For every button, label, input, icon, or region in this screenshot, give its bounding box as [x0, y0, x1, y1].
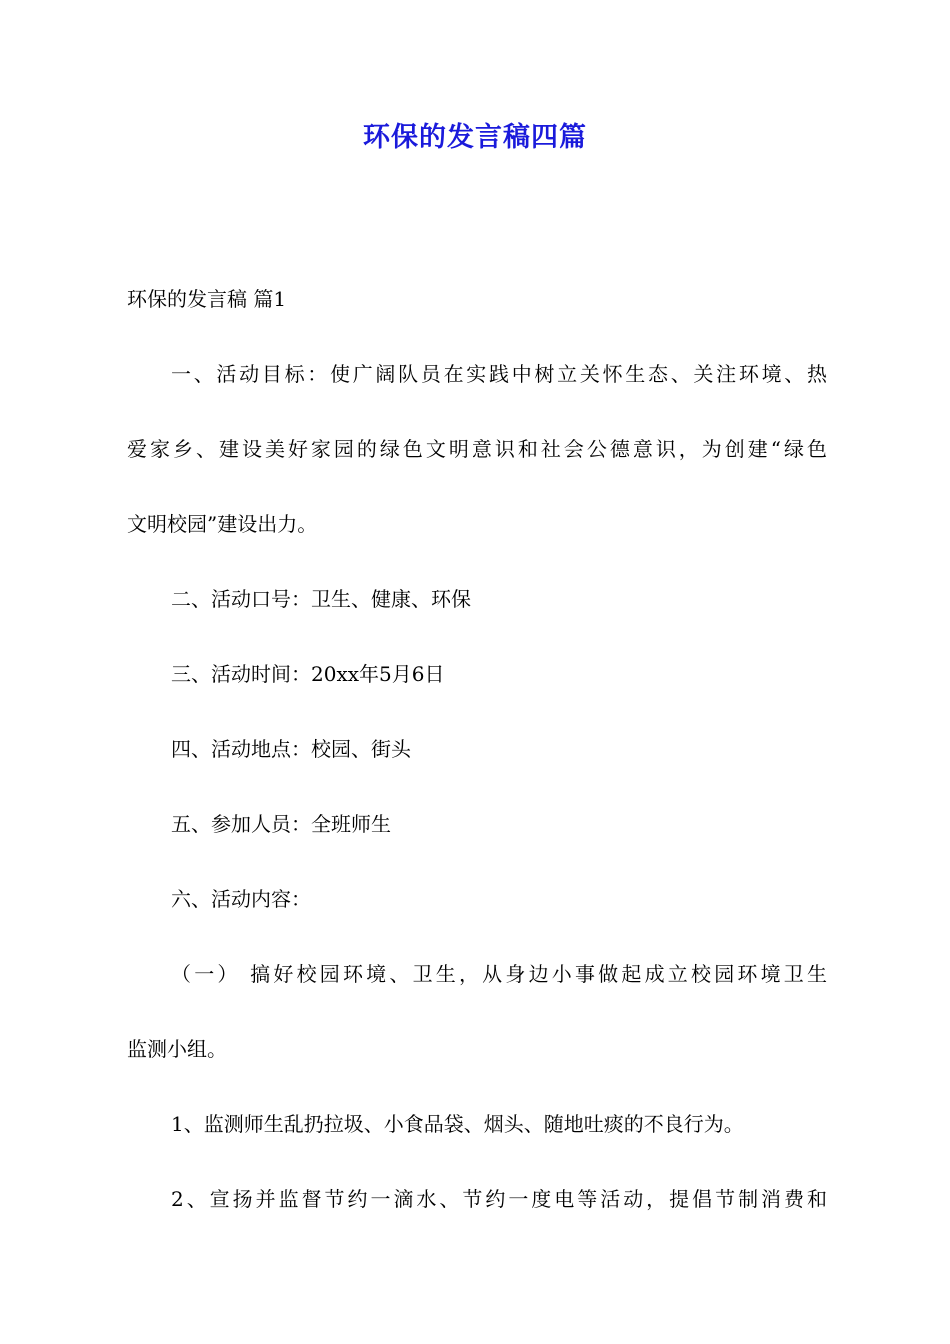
paragraph-line: 2、宣扬并监督节约一滴水、节约一度电等活动，提倡节制消费和 [171, 1187, 827, 1211]
paragraph-line: 文明校园”建设出力。 [127, 512, 318, 536]
paragraph-line: 三、活动时间：20xx年5月6日 [171, 662, 445, 686]
paragraph-line: 四、活动地点：校园、街头 [171, 737, 411, 761]
document-title: 环保的发言稿四篇 [363, 122, 587, 153]
section-heading: 环保的发言稿 篇1 [127, 287, 287, 311]
paragraph-line: 五、参加人员：全班师生 [171, 812, 391, 836]
document-body [127, 262, 827, 1237]
paragraph-line: 一、活动目标：使广阔队员在实践中树立关怀生态、关注环境、热 [171, 362, 827, 386]
paragraph-line: 爱家乡、建设美好家园的绿色文明意识和社会公德意识，为创建“绿色 [127, 437, 827, 461]
paragraph-line: 1、监测师生乱扔拉圾、小食品袋、烟头、随地吐痰的不良行为。 [171, 1112, 744, 1136]
paragraph-line: （一） 搞好校园环境、卫生，从身边小事做起成立校园环境卫生 [171, 962, 827, 986]
paragraph-line: 监测小组。 [127, 1037, 227, 1061]
paragraph-line: 六、活动内容： [171, 887, 311, 911]
paragraph-line: 二、活动口号：卫生、健康、环保 [171, 587, 471, 611]
